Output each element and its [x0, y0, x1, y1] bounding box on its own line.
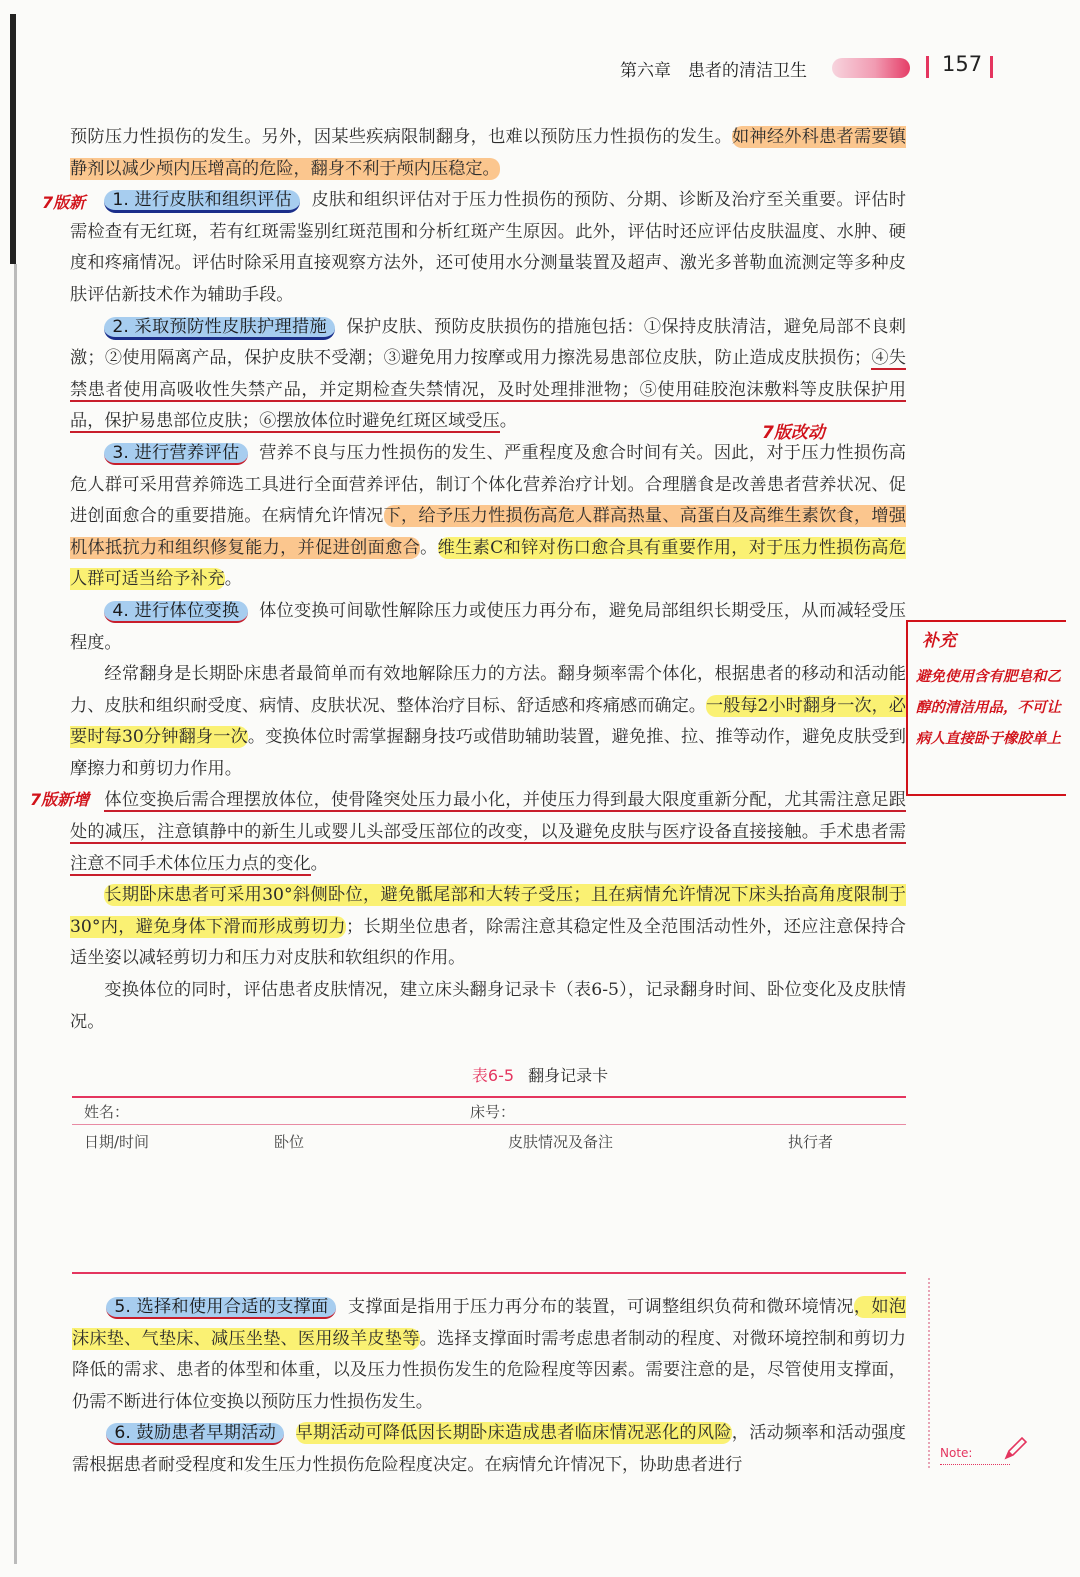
page-header — [0, 52, 1080, 84]
text-run: 。 — [310, 853, 328, 874]
section-5 — [72, 1292, 906, 1418]
paragraph — [70, 880, 906, 975]
section-heading: 3. 进行营养评估 — [104, 443, 247, 465]
table-column-header: 日期/时间 — [84, 1133, 150, 1151]
section-heading: 2. 采取预防性皮肤护理措施 — [104, 317, 335, 340]
header-decoration-bar — [832, 58, 910, 78]
section-3 — [70, 438, 906, 596]
section-heading: 5. 选择和使用合适的支撑面 — [106, 1297, 336, 1319]
main-text — [70, 122, 906, 1038]
handwritten-note: 7版改动 — [762, 423, 825, 443]
table-rule — [72, 1096, 906, 1098]
header-separator — [926, 56, 929, 78]
text-run: ；长期坐位患者，除需注意其稳定性及全范围活动性外，还应注意保持合适坐姿以减轻剪切力和压力对皮肤和软组织的作用。 — [70, 916, 906, 969]
section-4 — [70, 596, 906, 659]
section-6 — [72, 1418, 906, 1481]
text-run: ，活动频率和活动强度需根据患者耐受程度和发生压力性损伤危险程度决定。在病情允许情况下，协助患者进行 — [72, 1423, 906, 1475]
text-run: 支撑面是指用于压力再分布的装置，可调整组织负荷和微环境情况 — [347, 1297, 854, 1317]
handwritten-margin-box — [906, 620, 1066, 796]
text-run: 营养不良与压力性损伤的发生、严重程度及愈合时间有关。因此，对于压力性损伤高危人群可采用营养筛选工具进行全面营养评估，制订个体化营养治疗计划。合理膳食是改善患者营养状况、促进创面愈合的重要措施。在病情允许情况 — [70, 442, 906, 527]
text-run: 。 — [499, 411, 517, 432]
text-run: 经常翻身是长期卧床患者最简单而有效地解除压力的方法。翻身频率需个体化，根据患者的移动和活动能力、皮肤和组织耐受度、病情、皮肤状况、整体治疗目标、舒适感和疼痛感而确定 — [70, 664, 906, 716]
handwritten-note: 7版新 — [42, 193, 86, 212]
highlight-yellow: ，如泡沫床垫、气垫床、减压坐垫、医用级羊皮垫等 — [72, 1297, 906, 1349]
highlight-yellow: 长期卧床患者可采用30°斜侧卧位，避免骶尾部和大转子受压；且在病情允许情况下床头抬高角度限制于30°内，避免身体下滑而形成剪切力 — [70, 885, 906, 937]
page-number: 157 — [942, 52, 983, 76]
note-label: Note: — [940, 1446, 973, 1460]
handwritten-note-title: 补充 — [922, 631, 956, 651]
highlight-yellow: 早期活动可降低因长期卧床造成患者临床情况恶化的风险 — [295, 1423, 732, 1444]
table-bed-label: 床号： — [470, 1103, 516, 1121]
text-run: 。 — [224, 569, 242, 590]
paragraph — [70, 785, 906, 880]
header-separator — [990, 56, 993, 78]
table-rule — [72, 1272, 906, 1274]
note-margin-guide — [928, 1278, 932, 1468]
section-1 — [70, 185, 906, 311]
table-title: 翻身记录卡 — [528, 1066, 609, 1085]
table-rule — [72, 1124, 906, 1125]
handwritten-note: 7版新增 — [30, 790, 90, 809]
table-number: 表6-5 — [471, 1066, 515, 1085]
table-column-header: 执行者 — [788, 1133, 834, 1151]
highlight-orange: 如神经外科患者需要镇静剂以减少颅内压增高的危险，翻身不利于颅内压稳定。 — [70, 127, 906, 179]
highlight-orange: 下，给予压力性损伤高危人群高热量、高蛋白及高维生素饮食，增强机体抵抗力和组织修复能力，并促进创面愈合 — [70, 506, 906, 558]
text-run: 预防压力性损伤的发生。另外，因某些疾病限制翻身，也难以预防压力性损伤的发生。 — [70, 127, 732, 147]
text-run: 皮肤和组织评估对于压力性损伤的预防、分期、诊断及治疗至关重要。评估时需检查有无红斑，若有红斑需鉴别红斑范围和分析红斑产生原因。此外，评估时还应评估皮肤温度、水肿、硬度和疼痛情况。评估时除采用直接观察方法外，还可使用水分测量装置及超声、激光多普勒血流测定等多种皮肤评估新技术作为辅助手段。 — [70, 190, 906, 305]
table-caption — [0, 1063, 1080, 1086]
pen-icon — [1002, 1434, 1030, 1462]
text-run: 体位变换可间歇性解除压力或使压力再分布，避免局部组织长期受压，从而减轻受压程度。 — [70, 600, 906, 653]
main-text-lower — [72, 1292, 906, 1482]
highlight-yellow: 维生素C和锌对伤口愈合具有重要作用，对于压力性损伤高危人群可适当给予补充 — [70, 537, 906, 590]
text-run: 。 — [420, 537, 438, 558]
text-run: 。变换体位时需掌握翻身技巧或借助辅助装置，避免推、拉、推等动作，避免皮肤受到摩擦力和剪切力作用。 — [70, 727, 906, 779]
underlined-text: 体位变换后需合理摆放体位，使骨隆突处压力最小化，并使压力得到最大限度重新分配，尤其需注意足跟处的减压，注意镇静中的新生儿或婴儿头部受压部位的改变，以及避免皮肤与医疗设备直接接触。手术患者需注意不同手术体位压力点的变化 — [70, 790, 906, 874]
table-column-header: 皮肤情况及备注 — [508, 1133, 614, 1151]
section-heading: 6. 鼓励患者早期活动 — [106, 1423, 284, 1445]
text-run: 保护皮肤、预防皮肤损伤的措施包括：①保持皮肤清洁，避免局部不良刺激；②使用隔离产品，保护皮肤不受潮；③避免用力按摩或用力擦洗易患部位皮肤，防止造成皮肤损伤； — [70, 316, 906, 369]
table-column-header: 卧位 — [274, 1133, 305, 1151]
section-heading: 1. 进行皮肤和组织评估 — [104, 190, 300, 213]
text-run: 。 — [688, 695, 706, 716]
section-heading: 4. 进行体位变换 — [104, 601, 247, 623]
paragraph: 变换体位的同时，评估患者皮肤情况，建立床头翻身记录卡（表6-5），记录翻身时间、卧位变化及皮肤情况。 — [70, 980, 906, 1032]
underlined-text: ④失禁患者使用高吸收性失禁产品，并定期检查失禁情况，及时处理排泄物；⑤使用硅胶泡沫敷料等皮肤保护用品，保护易患部位皮肤；⑥摆放体位时避免红斑区域受压 — [70, 348, 906, 432]
paragraph — [70, 122, 906, 185]
note-line — [940, 1464, 1010, 1465]
table-name-label: 姓名： — [84, 1103, 130, 1121]
text-run: 。选择支撑面时需考虑患者制动的程度、对微环境控制和剪切力降低的需求、患者的体型和体重，以及压力性损伤发生的危险程度等因素。需要注意的是，尽管使用支撑面，仍需不断进行体位变换以预防压力性损伤发生。 — [72, 1328, 906, 1412]
page-binding-shadow — [14, 264, 17, 1564]
handwritten-note-body: 避免使用含有肥皂和乙醇的清洁用品，不可让病人直接卧于橡胶单上 — [916, 669, 1061, 747]
chapter-title: 第六章 患者的清洁卫生 — [620, 61, 807, 81]
highlight-yellow: 一般每2小时翻身一次，必要时每30分钟翻身一次 — [70, 695, 906, 748]
paragraph — [70, 659, 906, 785]
